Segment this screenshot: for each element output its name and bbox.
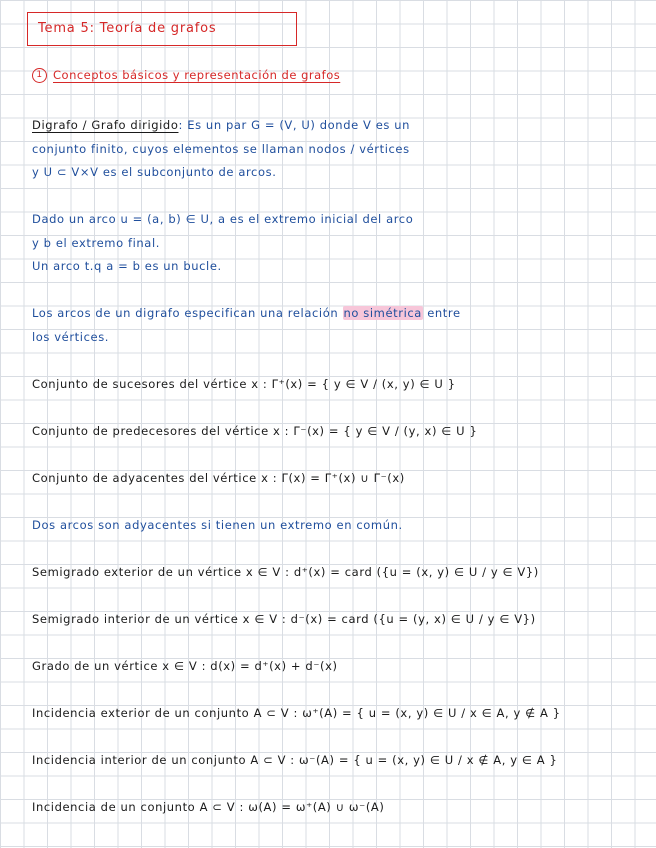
section-title: Conceptos básicos y representación de grafos	[53, 68, 341, 82]
predecesores-line: Conjunto de predecesores del vértice x : Γ⁻(x) = { y ∈ V / (y, x) ∈ U }	[32, 424, 478, 438]
sucesores-line: Conjunto de sucesores del vértice x : Γ⁺(x) = { y ∈ V / (x, y) ∈ U }	[32, 377, 456, 391]
digrafo-line-3: y U ⊂ V×V es el subconjunto de arcos.	[32, 165, 277, 179]
digrafo-term: Digrafo / Grafo dirigido	[32, 118, 179, 132]
relacion-line-1	[32, 306, 461, 320]
relacion-text-end: entre	[427, 306, 461, 320]
incidencia-interior-line: Incidencia interior de un conjunto A ⊂ V : ω⁻(A) = { u = (x, y) ∈ U / x ∉ A, y ∈ A }	[32, 753, 558, 767]
digrafo-definition: : Es un par G = (V, U) donde V es un	[178, 118, 411, 132]
incidencia-line: Incidencia de un conjunto A ⊂ V : ω(A) = ω⁺(A) ∪ ω⁻(A)	[32, 800, 385, 814]
arcos-adyacentes-line: Dos arcos son adyacentes si tienen un extremo en común.	[32, 518, 403, 532]
semigrado-interior-line: Semigrado interior de un vértice x ∈ V : d⁻(x) = card ({u = (y, x) ∈ U / y ∈ V})	[32, 612, 536, 626]
semigrado-exterior-line: Semigrado exterior de un vértice x ∈ V : d⁺(x) = card ({u = (x, y) ∈ U / y ∈ V})	[32, 565, 539, 579]
arco-line-2: y b el extremo final.	[32, 236, 161, 250]
adyacentes-line: Conjunto de adyacentes del vértice x : Γ(x) = Γ⁺(x) ∪ Γ⁻(x)	[32, 471, 405, 485]
arco-line-1: Dado un arco u = (a, b) ∈ U, a es el extremo inicial del arco	[32, 212, 414, 226]
relacion-text: Los arcos de un digrafo especifican una relación	[32, 306, 339, 320]
section-number: 1	[32, 68, 47, 83]
digrafo-line-1	[32, 118, 410, 132]
highlighted-text: no simétrica	[343, 306, 422, 320]
section-heading	[32, 68, 340, 83]
relacion-line-2: los vértices.	[32, 330, 110, 344]
arco-line-3: Un arco t.q a = b es un bucle.	[32, 259, 222, 273]
page-title: Tema 5: Teoría de grafos	[38, 21, 217, 36]
grado-line: Grado de un vértice x ∈ V : d(x) = d⁺(x) + d⁻(x)	[32, 659, 338, 673]
digrafo-line-2: conjunto finito, cuyos elementos se llaman nodos / vértices	[32, 142, 410, 156]
title-box	[27, 12, 297, 46]
incidencia-exterior-line: Incidencia exterior de un conjunto A ⊂ V : ω⁺(A) = { u = (x, y) ∈ U / x ∈ A, y ∉ A }	[32, 706, 561, 720]
